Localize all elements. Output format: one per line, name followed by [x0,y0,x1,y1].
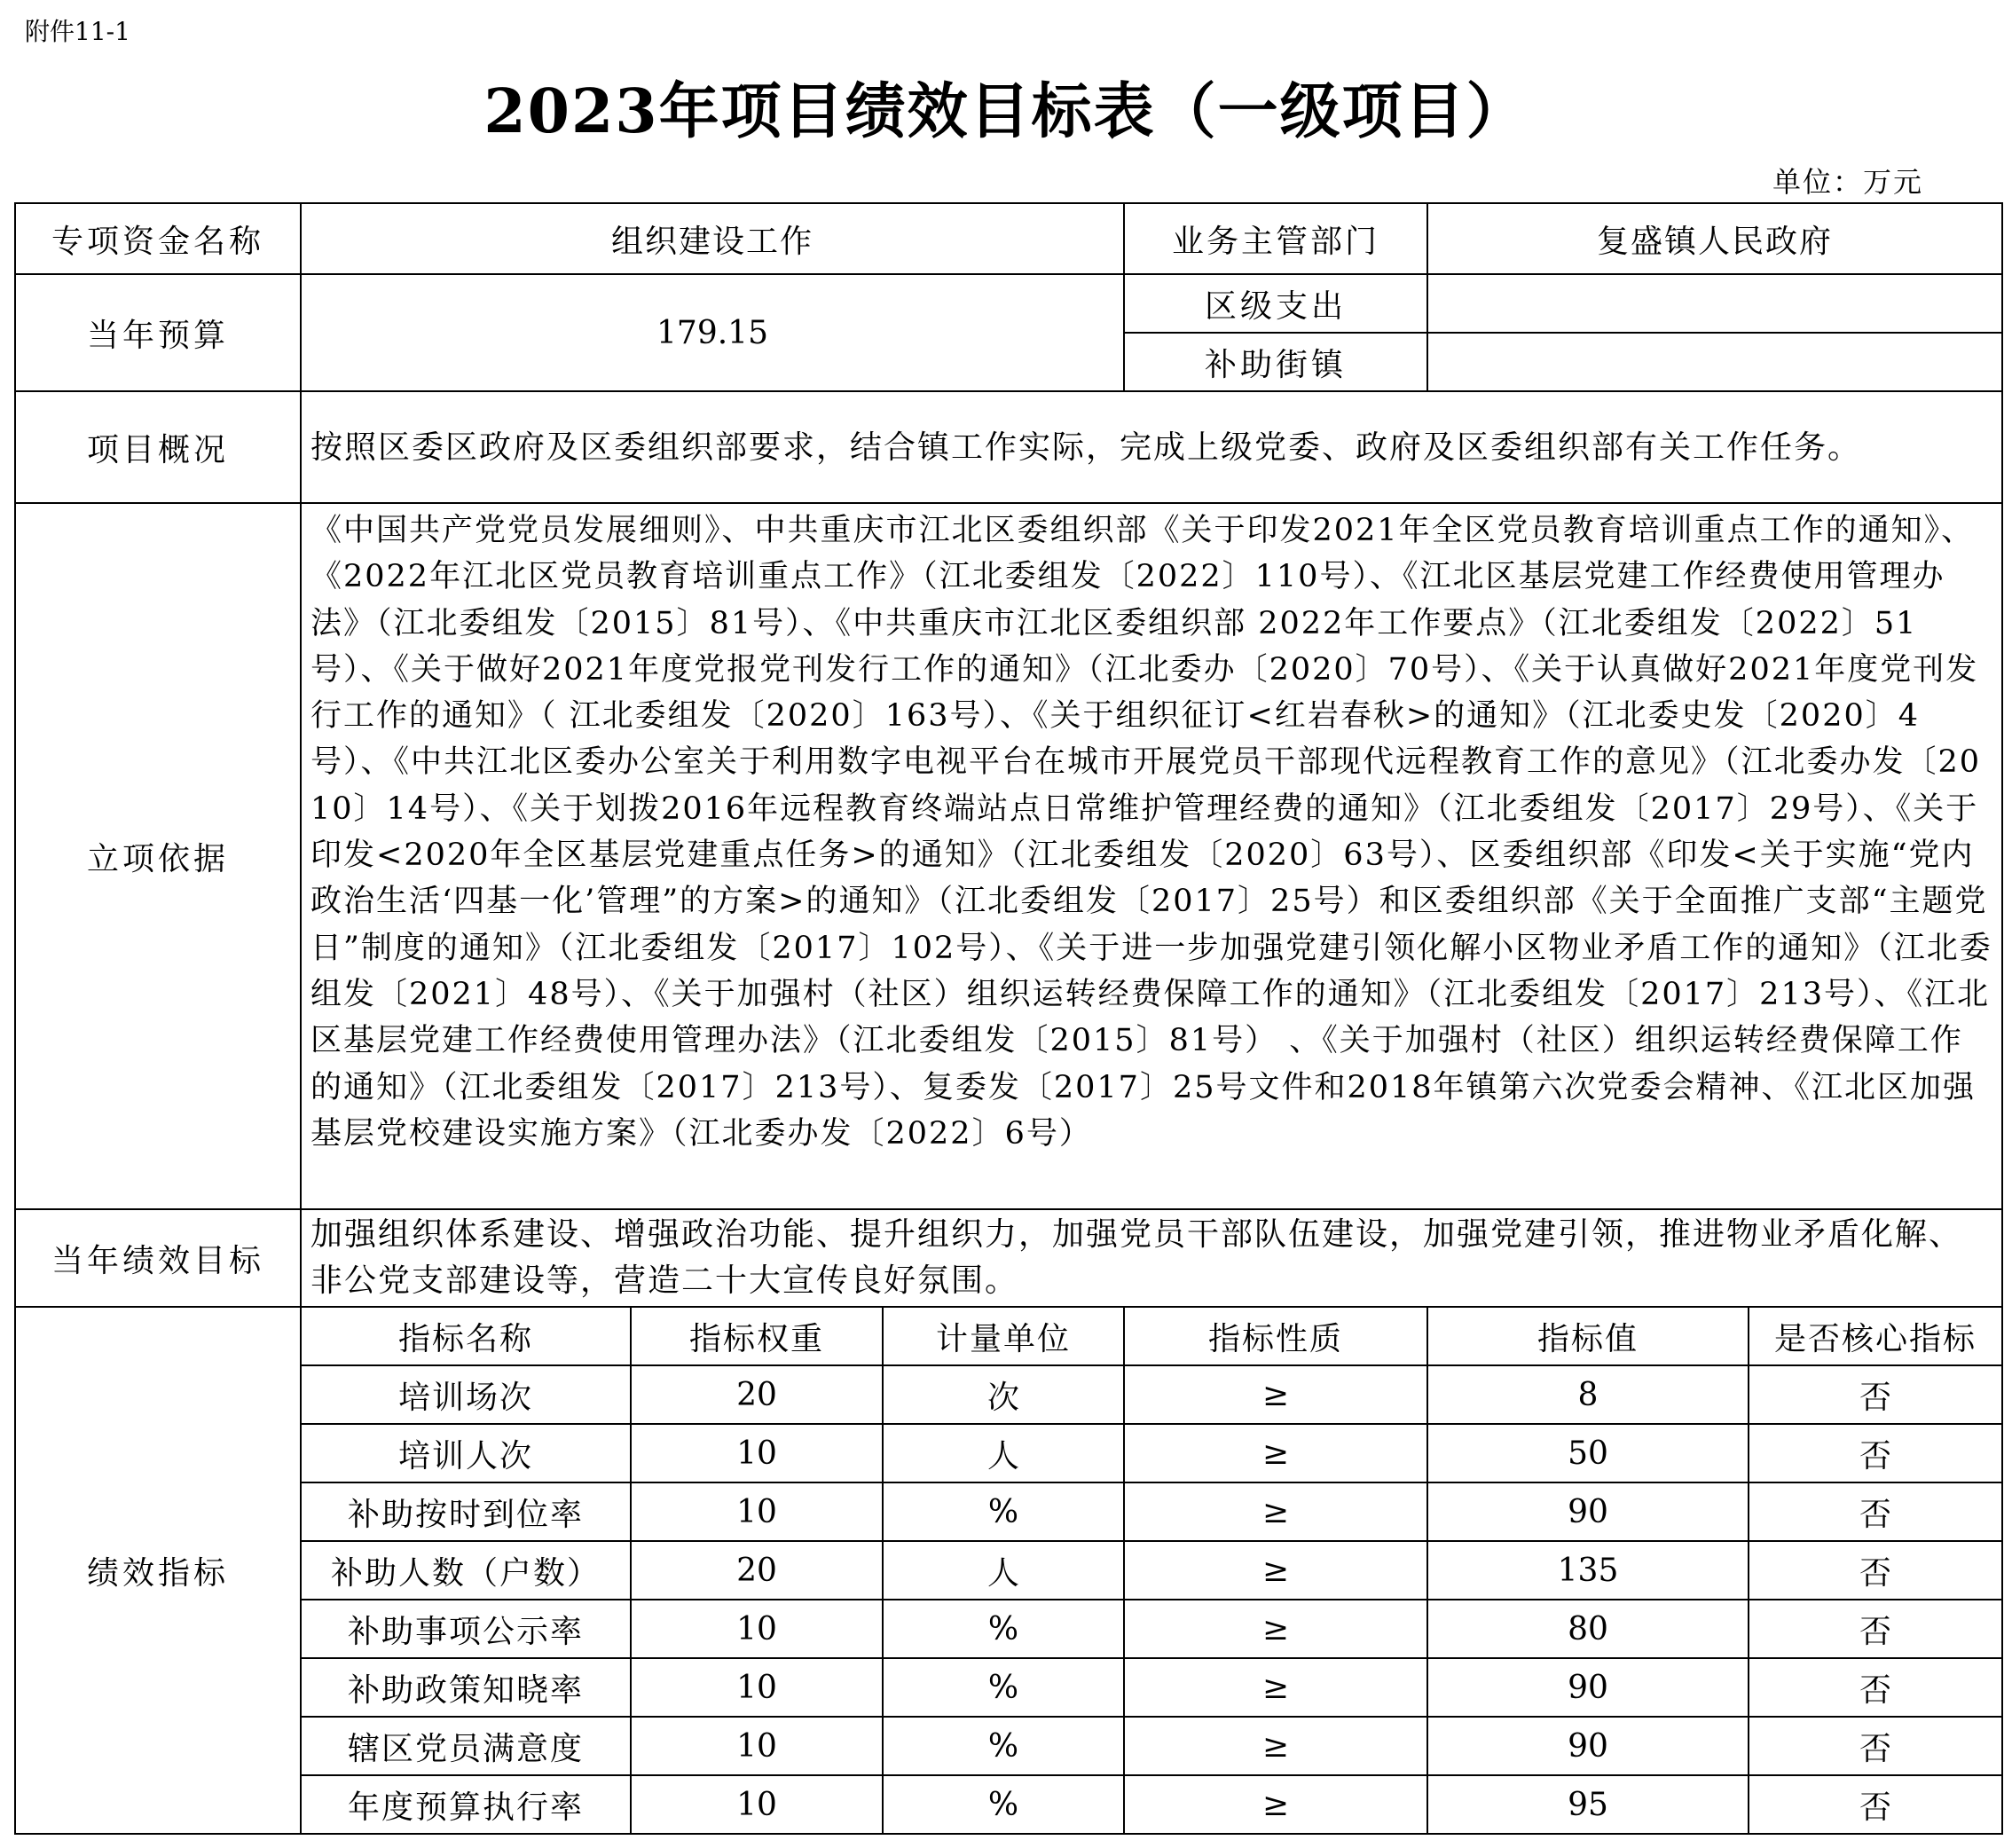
performance-table [14,202,2003,1835]
budget-label: 当年预算 [15,274,301,391]
budget-value: 179.15 [301,274,1124,391]
indicator-core: 否 [1749,1658,2002,1717]
fund-name-label: 专项资金名称 [15,203,301,274]
subsidy-value [1427,333,2002,391]
basis-text: 《中国共产党党员发展细则》、中共重庆市江北区委组织部《关于印发2021年全区党员教育培训重点工作的通知》、《2022年江北区党员教育培训重点工作》（江北委组发〔2022〕110号）、《江北区基层党建工作经费使用管理办法》（江北委组发〔2015〕81号）、《中共重庆市江北区委组织部 2022年工作要点》（江北委组发〔2022〕51号）、《关于做好2021年度党报党刊发行工作的通知》（江北委办〔2020〕70号）、《关于认真做好2021年度党刊发行工作的通知》（ 江北委组发〔2020〕163号）、《关于组织征订<红岩春秋>的通知》（江北委史发〔2020〕4号）、《中共江北区委办公室关于利用数字电视平台在城市开展党员干部现代远程教育工作的意见》（江北委办发〔2010〕14号）、《关于划拨2016年远程教育终端站点日常维护管理经费的通知》（江北委组发〔2017〕29号）、《关于印发<2020年全区基层党建重点任务>的通知》（江北委组发〔2020〕63号）、区委组织部《印发<关于实施“党内政治生活‘四基一化’管理”的方案>的通知》（江北委组发〔2017〕25号）和区委组织部《关于全面推广支部“主题党日”制度的通知》（江北委组发〔2017〕102号）、《关于进一步加强党建引领化解小区物业矛盾工作的通知》（江北委组发〔2021〕48号）、《关于加强村（社区）组织运转经费保障工作的通知》（江北委组发〔2017〕213号）、《江北区基层党建工作经费使用管理办法》（江北委组发〔2015〕81号） 、《关于加强村（社区）组织运转经费保障工作的通知》（江北委组发〔2017〕213号）、复委发〔2017〕25号文件和2018年镇第六次党委会精神、《江北区加强基层党校建设实施方案》（江北委办发〔2022〕6号） [301,503,2002,1209]
indicator-row [15,1365,2002,1424]
indicator-row [15,1658,2002,1717]
indicator-weight: 10 [631,1717,883,1775]
page-title: 2023年项目绩效目标表（一级项目） [483,76,1529,147]
indicator-nature: ≥ [1124,1717,1427,1775]
indicator-weight: 10 [631,1775,883,1834]
indicator-row [15,1424,2002,1482]
indicator-core: 否 [1749,1717,2002,1775]
header-indicator-weight: 指标权重 [631,1307,883,1365]
overview-text: 按照区委区政府及区委组织部要求，结合镇工作实际，完成上级党委、政府及区委组织部有关工作任务。 [301,391,2002,503]
district-label: 区级支出 [1124,274,1427,333]
indicator-unit: % [883,1658,1124,1717]
indicator-unit: % [883,1717,1124,1775]
indicator-row [15,1775,2002,1834]
indicator-value: 90 [1427,1658,1749,1717]
indicator-value: 90 [1427,1717,1749,1775]
indicator-unit: 人 [883,1541,1124,1600]
indicator-name: 辖区党员满意度 [301,1717,631,1775]
indicator-weight: 10 [631,1658,883,1717]
indicator-core: 否 [1749,1424,2002,1482]
indicator-nature: ≥ [1124,1482,1427,1541]
indicator-unit: % [883,1482,1124,1541]
indicator-row [15,1541,2002,1600]
indicator-nature: ≥ [1124,1600,1427,1658]
indicator-weight: 10 [631,1482,883,1541]
indicator-weight: 20 [631,1541,883,1600]
header-indicator-name: 指标名称 [301,1307,631,1365]
indicator-core: 否 [1749,1541,2002,1600]
header-measure-unit: 计量单位 [883,1307,1124,1365]
indicator-core: 否 [1749,1775,2002,1834]
subsidy-label: 补助街镇 [1124,333,1427,391]
header-indicator-nature: 指标性质 [1124,1307,1427,1365]
indicator-nature: ≥ [1124,1775,1427,1834]
indicator-unit: % [883,1600,1124,1658]
indicator-unit: % [883,1775,1124,1834]
indicator-name: 培训人次 [301,1424,631,1482]
indicator-name: 补助人数（户数） [301,1541,631,1600]
overview-label: 项目概况 [15,391,301,503]
indicator-value: 8 [1427,1365,1749,1424]
basis-label: 立项依据 [15,503,301,1209]
indicator-core: 否 [1749,1600,2002,1658]
indicator-unit: 次 [883,1365,1124,1424]
indicator-value: 95 [1427,1775,1749,1834]
indicator-weight: 10 [631,1600,883,1658]
goal-text: 加强组织体系建设、增强政治功能、提升组织力，加强党员干部队伍建设，加强党建引领，推进物业矛盾化解、非公党支部建设等，营造二十大宣传良好氛围。 [301,1209,2002,1307]
indicator-name: 补助政策知晓率 [301,1658,631,1717]
indicator-nature: ≥ [1124,1365,1427,1424]
indicator-name: 培训场次 [301,1365,631,1424]
dept-value: 复盛镇人民政府 [1427,203,2002,274]
indicator-row [15,1482,2002,1541]
unit-label: 单位：万元 [1772,165,1923,199]
indicator-nature: ≥ [1124,1541,1427,1600]
header-core-indicator: 是否核心指标 [1749,1307,2002,1365]
indicator-value: 135 [1427,1541,1749,1600]
fund-name-value: 组织建设工作 [301,203,1124,274]
indicator-core: 否 [1749,1365,2002,1424]
dept-label: 业务主管部门 [1124,203,1427,274]
indicator-nature: ≥ [1124,1658,1427,1717]
district-value [1427,274,2002,333]
indicator-name: 年度预算执行率 [301,1775,631,1834]
indicators-label: 绩效指标 [15,1307,301,1834]
indicator-name: 补助事项公示率 [301,1600,631,1658]
indicator-value: 90 [1427,1482,1749,1541]
indicator-name: 补助按时到位率 [301,1482,631,1541]
indicator-value: 80 [1427,1600,1749,1658]
indicator-row [15,1717,2002,1775]
header-indicator-value: 指标值 [1427,1307,1749,1365]
indicator-core: 否 [1749,1482,2002,1541]
attachment-label: 附件11-1 [25,17,130,46]
goal-label: 当年绩效目标 [15,1209,301,1307]
indicator-row [15,1600,2002,1658]
indicator-weight: 10 [631,1424,883,1482]
indicator-value: 50 [1427,1424,1749,1482]
indicator-unit: 人 [883,1424,1124,1482]
indicator-nature: ≥ [1124,1424,1427,1482]
indicator-weight: 20 [631,1365,883,1424]
